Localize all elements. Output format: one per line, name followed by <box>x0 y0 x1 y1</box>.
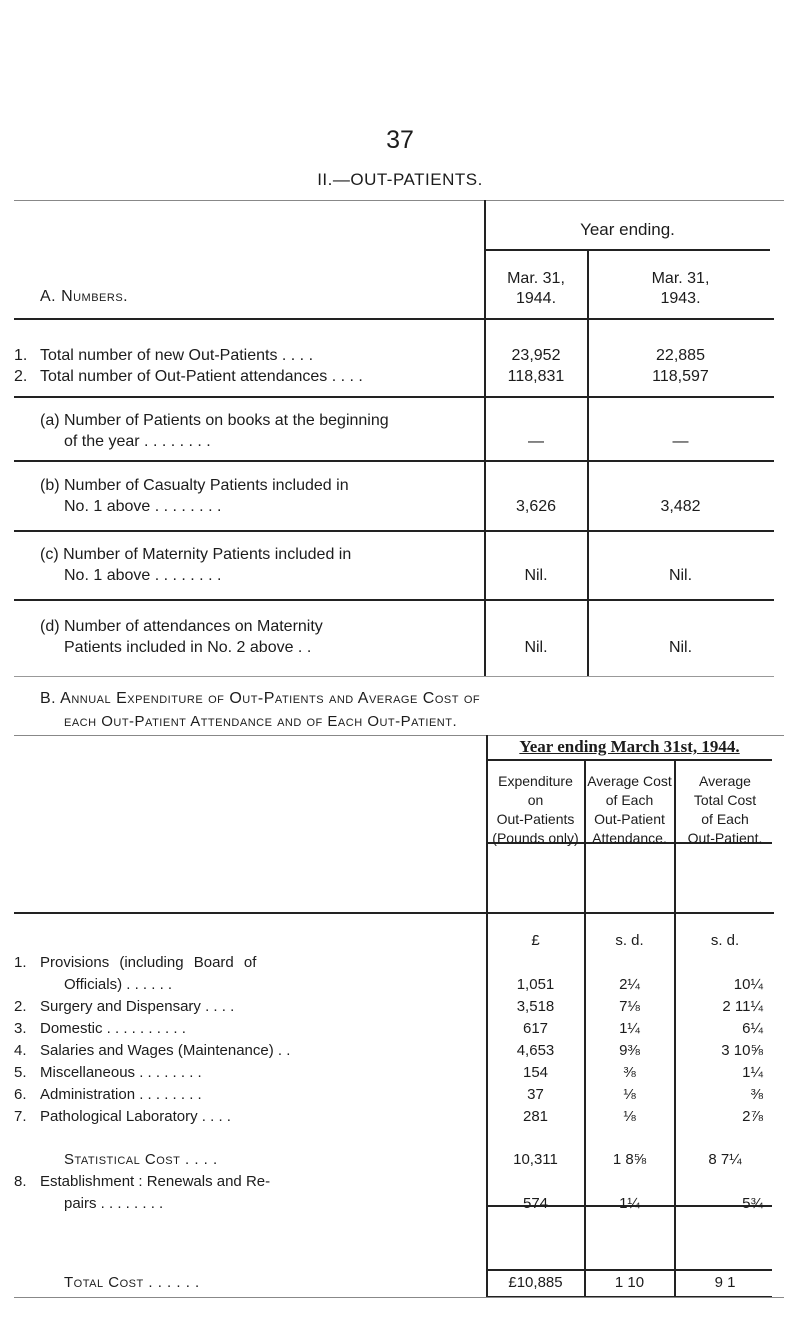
cell-expenditure: 617 <box>522 1020 549 1037</box>
row-label-cont: Officials) . . . . . . <box>64 976 173 993</box>
row-number: 8. <box>14 1173 27 1190</box>
cell-avg-total: ⅜ <box>750 1086 763 1103</box>
col-1944-line1: Mar. 31, <box>507 270 565 287</box>
cell-avg-attendance: ⅛ <box>623 1086 636 1103</box>
row-label: Pathological Laboratory . . . . <box>40 1108 231 1125</box>
header-line: Out-Patient. <box>687 830 763 846</box>
cell-expenditure: 37 <box>527 1086 544 1103</box>
header-line: (Pounds only) <box>492 830 579 846</box>
value-1943: 3,482 <box>660 498 701 515</box>
cell-avg-attendance: 1 8⅝ <box>612 1151 647 1168</box>
expenditure-title-line1: B. Annual Expenditure of Out-Patients and Average Cost of <box>40 690 481 707</box>
value-1943: 22,885 <box>656 347 705 364</box>
cell-expenditure: 10,311 <box>513 1151 558 1168</box>
page-number: 37 <box>386 126 414 154</box>
col-expenditure-header <box>487 772 584 848</box>
row-label-cont: of the year . . . . . . . . <box>64 433 211 450</box>
row-label: Domestic . . . . . . . . . . <box>40 1020 186 1037</box>
cell-avg-attendance: ⅛ <box>623 1108 636 1125</box>
row-label-cont: pairs . . . . . . . . <box>64 1195 164 1212</box>
cell-expenditure: 154 <box>522 1064 549 1081</box>
row-label: (c) Number of Maternity Patients included in <box>40 546 352 563</box>
header-line: Out-Patient <box>594 811 665 827</box>
value-1944: — <box>528 433 544 450</box>
cell-avg-total: 6¼ <box>742 1020 763 1037</box>
value-1944: 118,831 <box>507 368 565 385</box>
row-label-cont: No. 1 above . . . . . . . . <box>64 498 222 515</box>
numbers-title: A. Numbers. <box>40 288 129 305</box>
cell-avg-total: 9 1 <box>714 1274 736 1291</box>
row-number: 3. <box>14 1020 27 1037</box>
cell-avg-total: 3 10⅝ <box>721 1042 763 1059</box>
year-ending-header: Year ending. <box>580 220 675 239</box>
row-label: (b) Number of Casualty Patients included in <box>40 477 349 494</box>
value-1944: Nil. <box>524 639 548 656</box>
cell-avg-attendance: 7⅛ <box>619 998 640 1015</box>
row-label: (a) Number of Patients on books at the beginning <box>40 412 389 429</box>
header-line: Expenditure <box>498 773 573 789</box>
row-label: (d) Number of attendances on Maternity <box>40 618 323 635</box>
row-number: 2. <box>14 998 27 1015</box>
row-label: Administration . . . . . . . . <box>40 1086 202 1103</box>
cell-expenditure: 281 <box>522 1108 549 1125</box>
unit-pounds: £ <box>531 932 540 949</box>
row-number: 1. <box>14 347 28 364</box>
cell-avg-attendance: ⅜ <box>623 1064 636 1081</box>
row-label: Miscellaneous . . . . . . . . <box>40 1064 202 1081</box>
value-1943: Nil. <box>668 639 693 656</box>
unit-shillings-pence: s. d. <box>710 932 740 949</box>
col-average-cost-header <box>585 772 674 848</box>
statistical-cost-label: Statistical Cost . . . . <box>64 1151 218 1168</box>
row-label: Establishment : Renewals and Re- <box>40 1173 271 1190</box>
col-1944-line2: 1944. <box>515 290 557 307</box>
row-label-cont: Patients included in No. 2 above . . <box>64 639 312 656</box>
header-line: Out-Patients <box>496 811 575 827</box>
value-1943: Nil. <box>668 567 693 584</box>
value-1944: Nil. <box>524 567 548 584</box>
row-label: Total number of Out-Patient attendances . . . . <box>40 368 363 385</box>
cell-expenditure: 4,653 <box>516 1042 555 1059</box>
value-1944: 23,952 <box>511 347 561 364</box>
row-label: Surgery and Dispensary . . . . <box>40 998 235 1015</box>
row-number: 6. <box>14 1086 27 1103</box>
header-line: Average Cost <box>587 773 672 789</box>
value-1943: — <box>672 433 689 450</box>
cell-avg-total: 1¼ <box>742 1064 763 1081</box>
cell-avg-total: 5¾ <box>742 1195 763 1212</box>
cell-expenditure: 3,518 <box>516 998 555 1015</box>
row-number: 4. <box>14 1042 27 1059</box>
cell-avg-total: 2 11¼ <box>722 998 763 1015</box>
cell-avg-total: 2⅞ <box>742 1108 763 1125</box>
cell-expenditure: 1,051 <box>516 976 555 993</box>
value-1944: 3,626 <box>515 498 557 515</box>
cell-avg-attendance: 1 10 <box>614 1274 645 1291</box>
header-line: Total Cost <box>693 792 757 808</box>
cell-avg-total: 8 7¼ <box>708 1151 742 1168</box>
expenditure-title-line2: each Out-Patient Attendance and of Each Out-Patient. <box>64 713 458 730</box>
col-1943-line1: Mar. 31, <box>651 270 710 287</box>
row-number: 7. <box>14 1108 27 1125</box>
row-label: Provisions (including Board of <box>40 954 257 971</box>
row-label-cont: No. 1 above . . . . . . . . <box>64 567 222 584</box>
section-heading: II.—OUT-PATIENTS. <box>317 170 483 189</box>
col-1943-line2: 1943. <box>660 290 701 307</box>
row-number: 2. <box>14 368 28 385</box>
row-number: 1. <box>14 954 27 971</box>
unit-shillings-pence: s. d. <box>615 932 644 949</box>
col-average-total-header <box>675 772 775 848</box>
header-line: Attendance. <box>592 830 667 846</box>
row-number: 5. <box>14 1064 27 1081</box>
year-ending-march-header: Year ending March 31st, 1944. <box>519 737 740 756</box>
cell-avg-attendance: 1¼ <box>619 1020 640 1037</box>
header-line: Average <box>699 773 751 789</box>
header-line: of Each <box>701 811 749 827</box>
cell-avg-attendance: 9⅜ <box>619 1042 640 1059</box>
cell-avg-attendance: 1¼ <box>619 1195 640 1212</box>
value-1943: 118,597 <box>652 368 709 385</box>
row-label: Total number of new Out-Patients . . . . <box>40 347 314 364</box>
header-line: on <box>527 792 544 808</box>
cell-avg-attendance: 2¼ <box>619 976 640 993</box>
cell-avg-total: 10¼ <box>733 976 763 993</box>
header-line: of Each <box>605 792 654 808</box>
row-label: Salaries and Wages (Maintenance) . . <box>40 1042 291 1059</box>
total-cost-label: Total Cost . . . . . . <box>64 1274 200 1291</box>
cell-expenditure: £10,885 <box>508 1274 563 1291</box>
cell-expenditure: 574 <box>522 1195 549 1212</box>
